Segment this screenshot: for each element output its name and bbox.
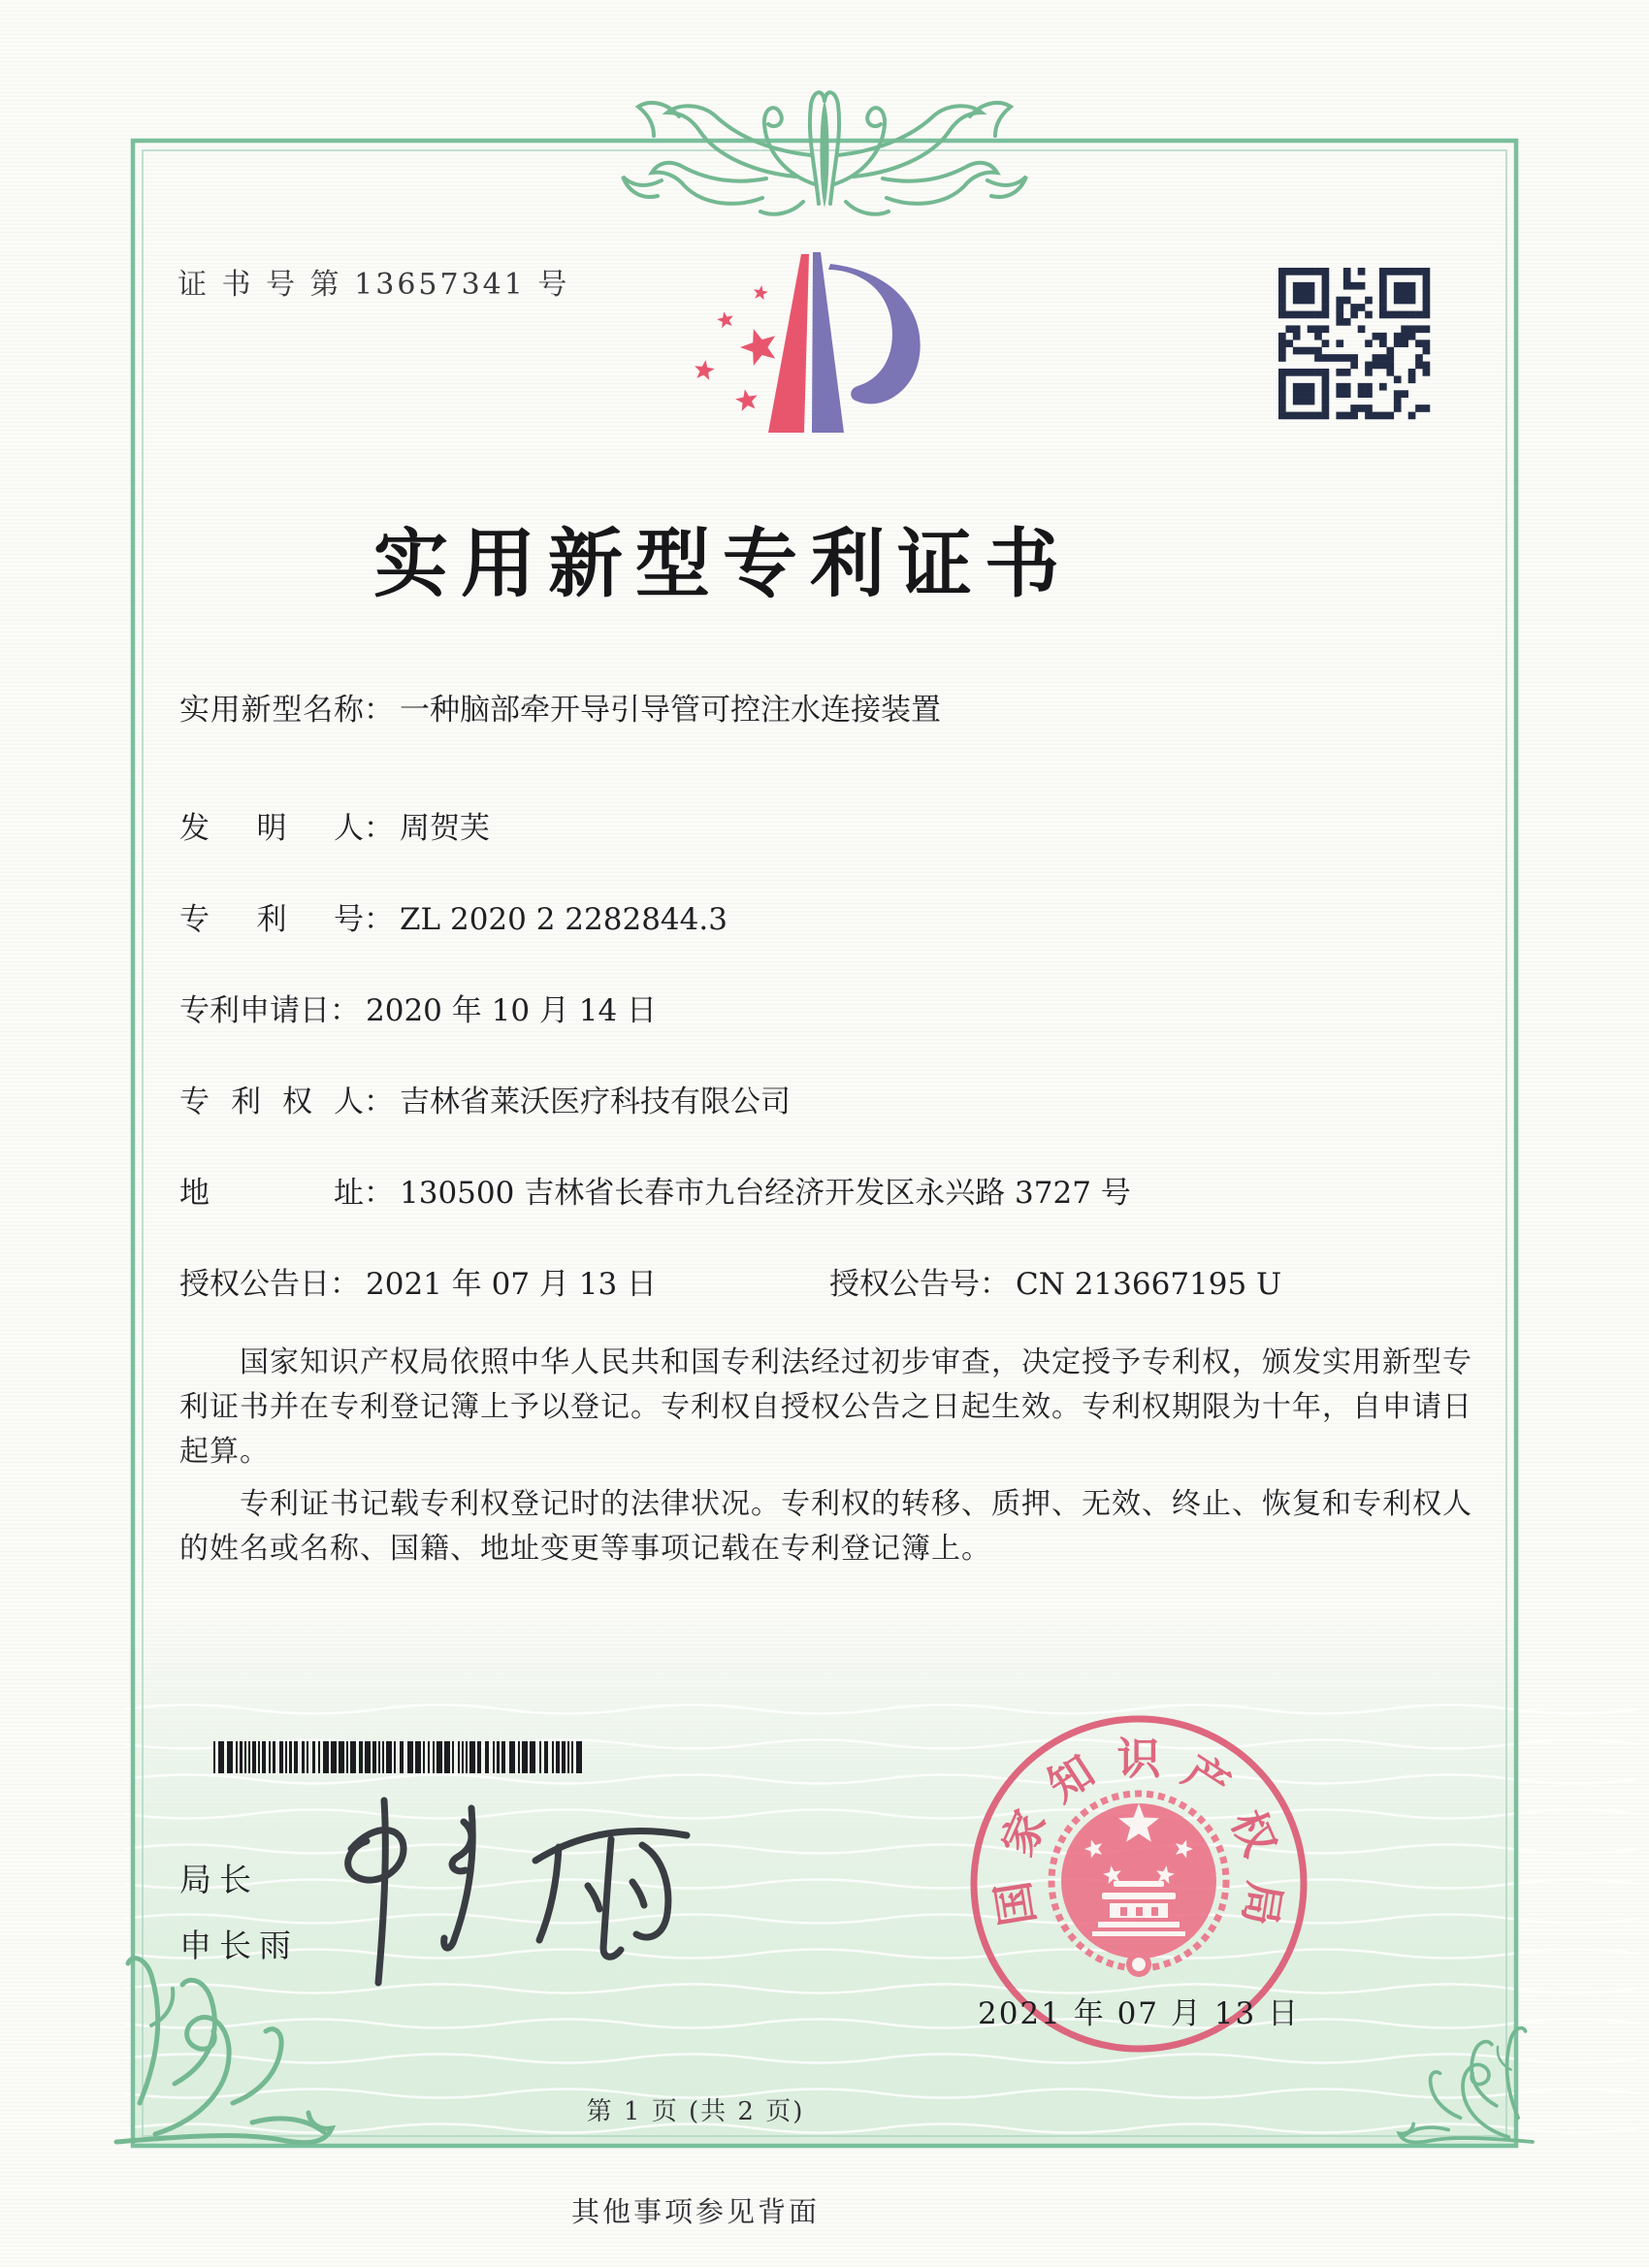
cnipa-logo-icon: [689, 250, 925, 440]
logo-star: [735, 389, 758, 411]
legal-paragraph-2: 专利证书记载专利权登记时的法律状况。专利权的转移、质押、无效、终止、恢复和专利权人的姓名或名称、国籍、地址变更等事项记载在专利登记簿上。: [179, 1487, 1472, 1566]
field-value: 2020 年 10 月 14 日: [366, 993, 658, 1028]
national-emblem-icon: [1051, 1794, 1226, 1977]
director-name: 申长雨: [179, 1927, 299, 1964]
logo-purple-spire: [812, 252, 844, 433]
field-address: [179, 1168, 1131, 1212]
logo-star: [754, 285, 768, 300]
seal-arc-character: 识: [1116, 1733, 1161, 1785]
field-inventor: [179, 803, 490, 847]
logo-red-spire: [768, 254, 809, 433]
field-value: 周贺芙: [400, 811, 490, 846]
field-label: 授权公告日: [179, 1267, 330, 1302]
colon: ：: [980, 1267, 1010, 1302]
seal-arc-character: 局: [1233, 1877, 1292, 1929]
field-patent-number: [179, 894, 728, 938]
logo-p-bowl: [828, 264, 921, 404]
seal-arc-character: 权: [1220, 1802, 1286, 1863]
field-grant-row: [179, 1259, 1479, 1303]
colon: ：: [364, 902, 394, 937]
director-signature: [291, 1793, 718, 1996]
field-value: 2021 年 07 月 13 日: [366, 1267, 658, 1302]
field-value: 一种脑部牵开导引导管可控注水连接装置: [400, 693, 941, 728]
certificate-number: 证 书 号 第 13657341 号: [178, 268, 570, 302]
field-label: 发 明 人: [179, 811, 364, 846]
seal-arc-character: 知: [1038, 1745, 1104, 1813]
corner-flourish-right: [1399, 2028, 1533, 2143]
certificate-title: 实用新型专利证书: [373, 521, 1072, 608]
field-grant-date: [179, 1267, 657, 1302]
legal-paragraph-1: 国家知识产权局依照中华人民共和国专利法经过初步审查，决定授予专利权，颁发实用新型专利证书并在专利登记簿上予以登记。专利权自授权公告之日起生效。专利权期限为十年，自申请日起算。: [179, 1345, 1472, 1469]
back-side-note: 其他事项参见背面: [570, 2195, 820, 2228]
field-label: 实 用 新 型 名 称: [179, 693, 364, 728]
colon: ：: [330, 993, 360, 1028]
legal-text: [179, 1341, 1479, 1571]
seal-arc-character: 产: [1174, 1745, 1240, 1813]
field-grant-number: [829, 1259, 1281, 1303]
page-number: 第 1 页 (共 2 页): [586, 2097, 805, 2126]
field-label: 授权公告号: [829, 1267, 980, 1302]
field-label: 专 利 权 人: [179, 1085, 364, 1119]
seal-arc-character: 国: [986, 1877, 1045, 1929]
field-value: ZL 2020 2 2282844.3: [400, 902, 728, 937]
field-patentee: [179, 1077, 791, 1120]
colon: ：: [330, 1267, 360, 1302]
field-label: 专利申请日: [179, 993, 330, 1028]
field-filing-date: [179, 986, 657, 1029]
seal-arc-character: 家: [991, 1802, 1057, 1863]
logo-star: [717, 311, 733, 328]
colon: ：: [364, 693, 394, 728]
qr-code: [1278, 268, 1430, 419]
colon: ：: [364, 811, 394, 846]
seal-date: 2021 年 07 月 13 日: [977, 1996, 1301, 2031]
field-label: 专 利 号: [179, 902, 364, 937]
top-crest-ornament: [623, 92, 1026, 213]
field-value: 130500 吉林省长春市九台经济开发区永兴路 3727 号: [400, 1176, 1131, 1211]
field-value: 吉林省莱沃医疗科技有限公司: [400, 1085, 791, 1119]
field-utility-model-name: [179, 685, 941, 729]
director-title: 局长: [179, 1861, 259, 1898]
field-label: 地 址: [179, 1176, 364, 1211]
logo-star: [740, 329, 775, 366]
field-value: CN 213667195 U: [1016, 1267, 1282, 1302]
colon: ：: [364, 1176, 394, 1211]
barcode: [213, 1741, 586, 1773]
colon: ：: [364, 1085, 394, 1119]
logo-star: [695, 360, 715, 380]
